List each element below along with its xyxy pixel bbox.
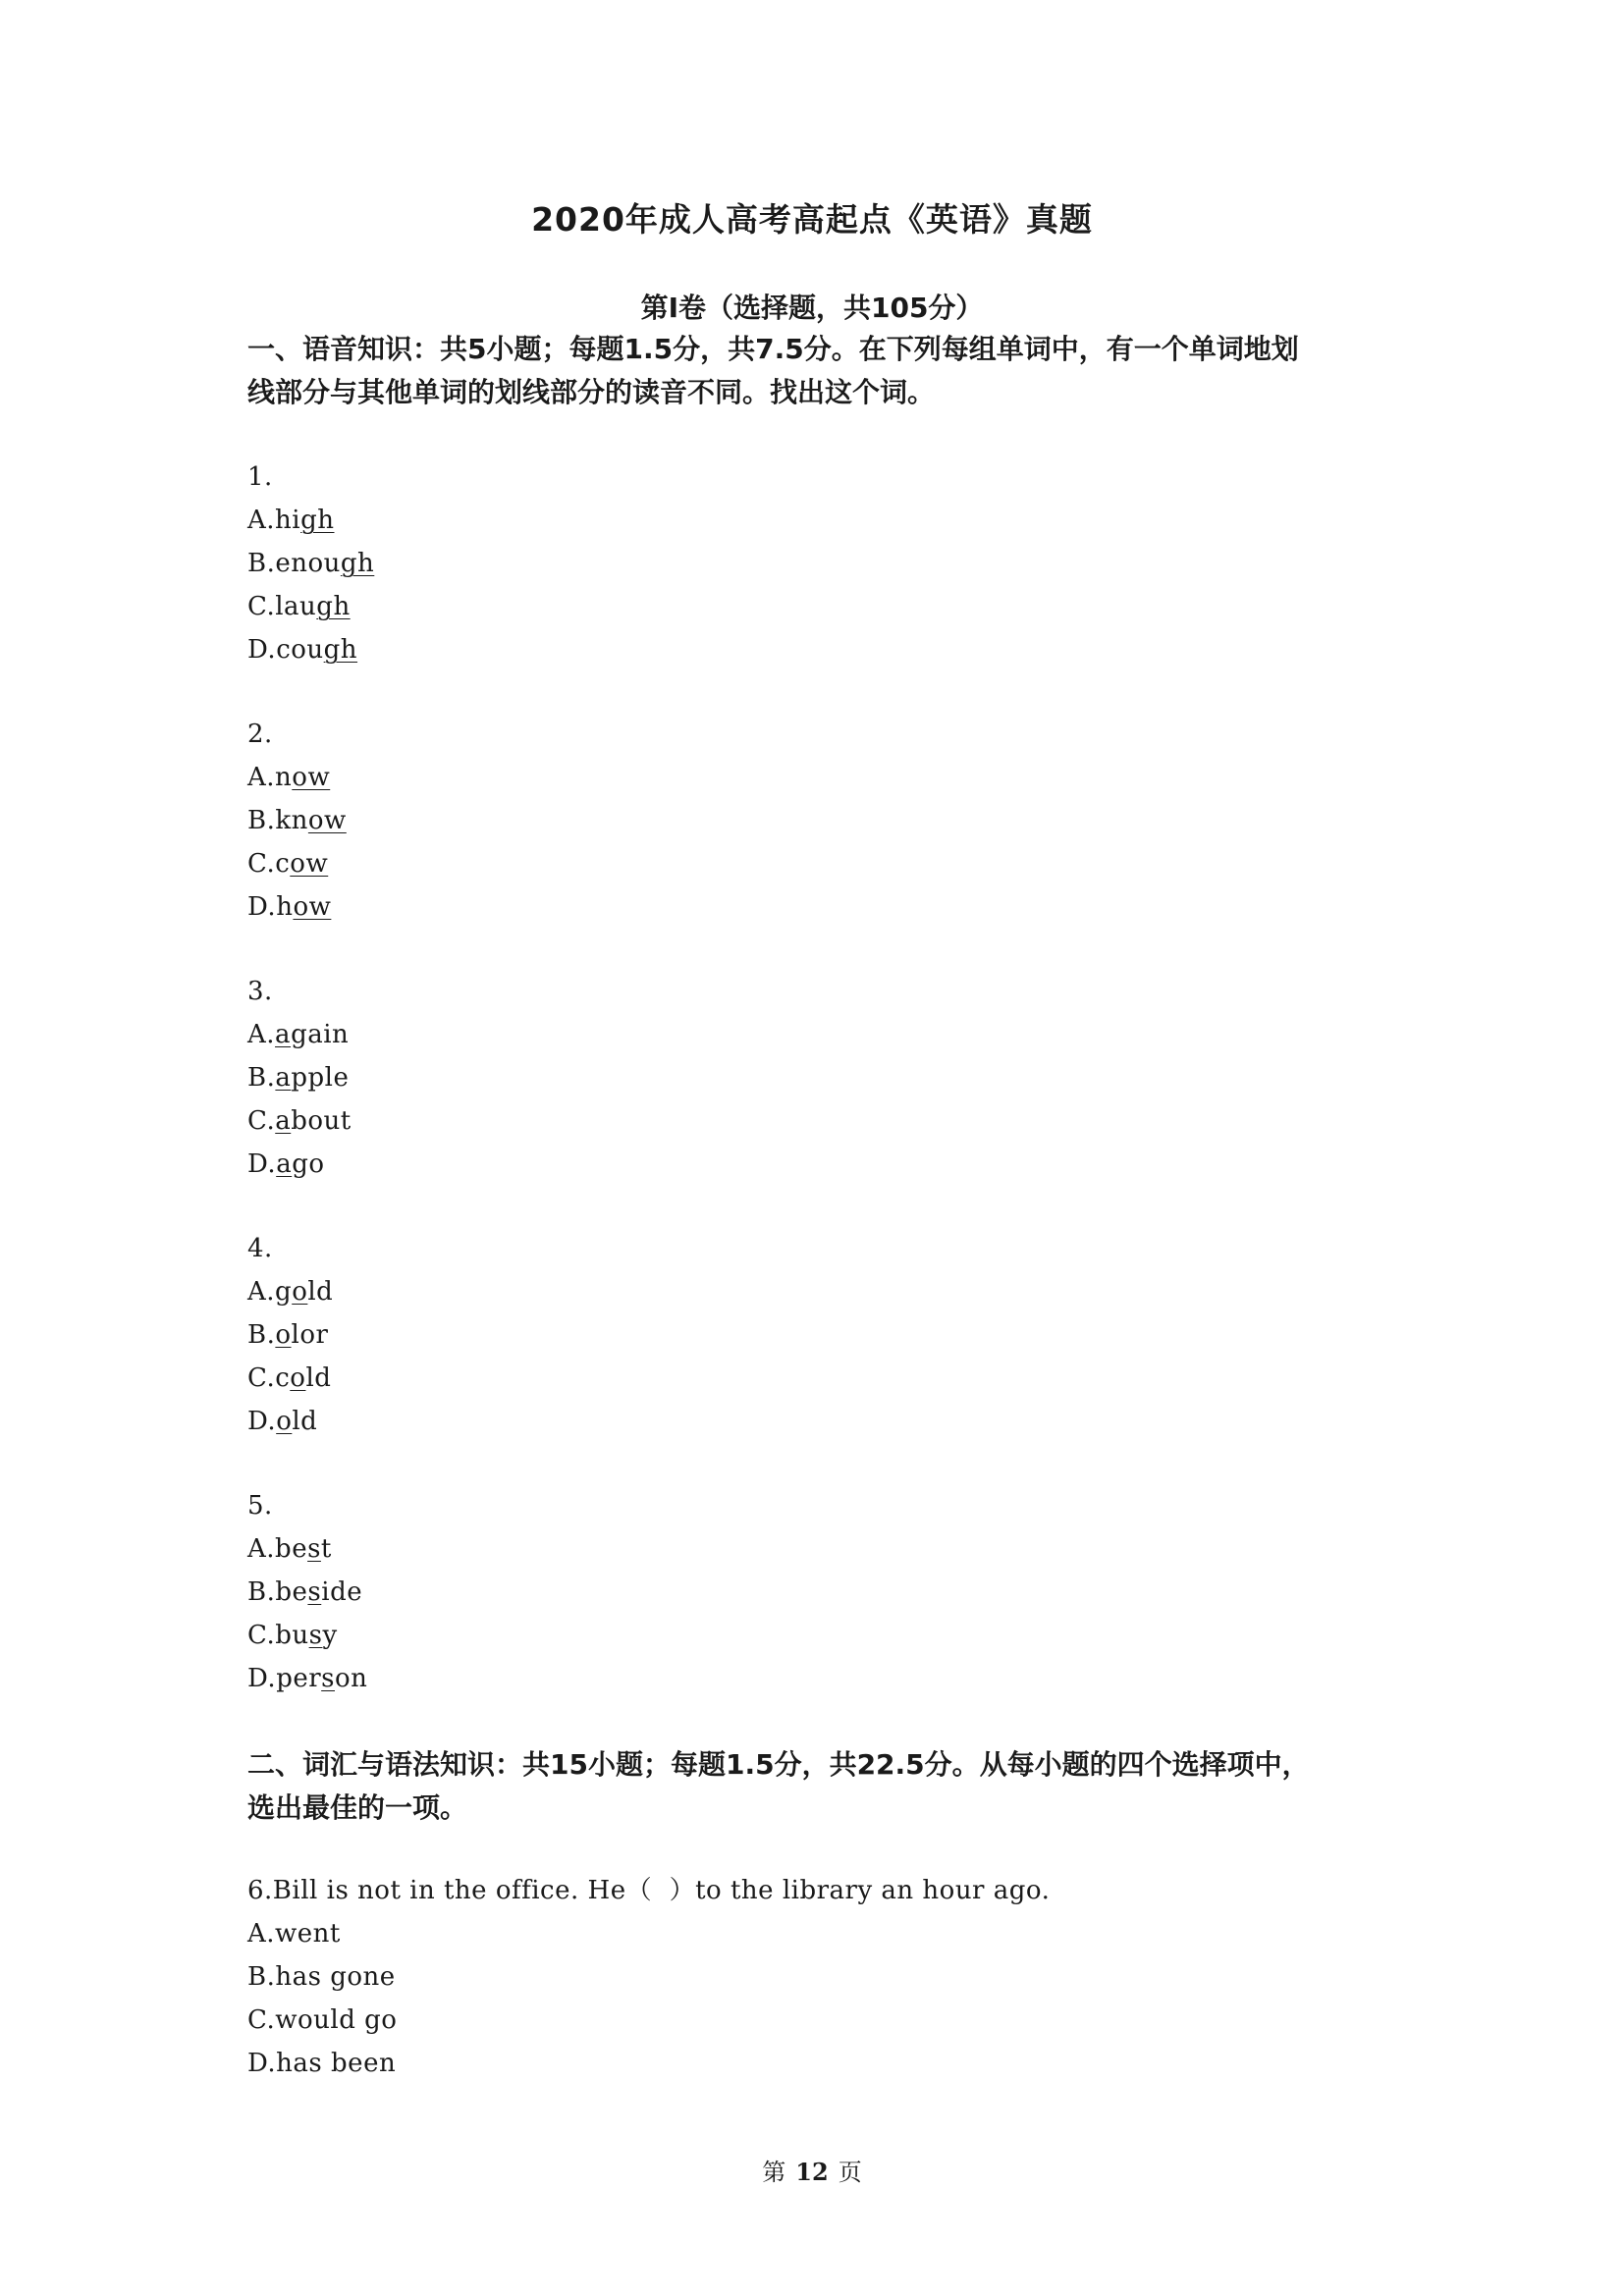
section-heading-vocabulary <box>247 1743 1386 1830</box>
option-d: D.cough <box>247 635 358 665</box>
underlined-part: gh <box>300 506 335 535</box>
underlined-part: s <box>308 1621 323 1650</box>
option-b: B.olor <box>247 1320 329 1350</box>
underlined-part: s <box>307 1577 322 1607</box>
option-c: C.cow <box>247 849 329 879</box>
part-subtitle: 第Ⅰ卷（选择题，共105分） <box>640 292 984 324</box>
page-footer <box>0 2153 1624 2187</box>
option-a: A.gold <box>247 1277 334 1307</box>
option-a: A.went <box>247 1919 341 1949</box>
underlined-part: a <box>276 1149 293 1179</box>
option-b: B.beside <box>247 1577 363 1607</box>
footer-suffix: 页 <box>838 2159 862 2186</box>
section-heading-line: 选出最佳的一项。 <box>247 1791 468 1824</box>
underlined-part: o <box>276 1407 293 1436</box>
section-heading-line: 线部分与其他单词的划线部分的读音不同。找出这个词。 <box>247 376 936 408</box>
page-title: 2020年成人高考高起点《英语》真题 <box>531 200 1093 239</box>
option-c: C.would go <box>247 2005 398 2035</box>
underlined-part: a <box>275 1106 292 1136</box>
option-a: A.high <box>247 506 335 535</box>
option-c: C.about <box>247 1106 352 1136</box>
underlined-part: o <box>292 1277 308 1307</box>
underlined-part: o <box>290 1363 306 1393</box>
underlined-part: gh <box>323 635 358 665</box>
option-c: C.cold <box>247 1363 332 1393</box>
underlined-part: ow <box>292 763 331 792</box>
option-a: A.now <box>247 763 331 792</box>
footer-prefix: 第 <box>762 2159 786 2186</box>
option-d: D.old <box>247 1407 318 1436</box>
underlined-part: ow <box>293 892 332 922</box>
underlined-part: s <box>307 1534 321 1564</box>
underlined-part: o <box>275 1320 292 1350</box>
question-3 <box>247 970 352 1186</box>
section-heading-line: 二、词汇与语法知识：共15小题；每题1.5分，共22.5分。从每小题的四个选择项中， <box>247 1748 1310 1781</box>
underlined-part: gh <box>316 592 351 621</box>
question-number: 2. <box>247 720 273 749</box>
option-c: C.busy <box>247 1621 338 1650</box>
option-b: B.enough <box>247 549 375 578</box>
question-number: 5. <box>247 1491 273 1521</box>
question-6 <box>247 1869 1050 2085</box>
option-c: C.laugh <box>247 592 351 621</box>
option-b: B.apple <box>247 1063 350 1093</box>
question-1 <box>247 455 374 671</box>
option-a: A.again <box>247 1020 350 1049</box>
question-number: 3. <box>247 977 273 1006</box>
option-d: D.how <box>247 892 332 922</box>
option-d: D.person <box>247 1664 368 1693</box>
option-b: B.has gone <box>247 1962 396 1992</box>
question-4 <box>247 1227 333 1443</box>
option-d: D.ago <box>247 1149 325 1179</box>
question-2 <box>247 713 347 929</box>
question-stem: 6.Bill is not in the office. He（ ）to the library an hour ago. <box>247 1876 1051 1905</box>
underlined-part: ow <box>290 849 329 879</box>
underlined-part: a <box>275 1020 292 1049</box>
section-heading-line: 一、语音知识：共5小题；每题1.5分，共7.5分。在下列每组单词中，有一个单词地划 <box>247 333 1299 365</box>
option-a: A.best <box>247 1534 332 1564</box>
underlined-part: s <box>321 1664 335 1693</box>
option-d: D.has been <box>247 2049 397 2078</box>
question-number: 4. <box>247 1234 273 1263</box>
underlined-part: a <box>275 1063 292 1093</box>
question-5 <box>247 1484 367 1700</box>
section-heading-phonetics <box>247 328 1386 414</box>
page-number: 12 <box>795 2158 829 2186</box>
question-number: 1. <box>247 462 273 492</box>
underlined-part: gh <box>340 549 375 578</box>
underlined-part: ow <box>307 806 347 835</box>
option-b: B.know <box>247 806 347 835</box>
